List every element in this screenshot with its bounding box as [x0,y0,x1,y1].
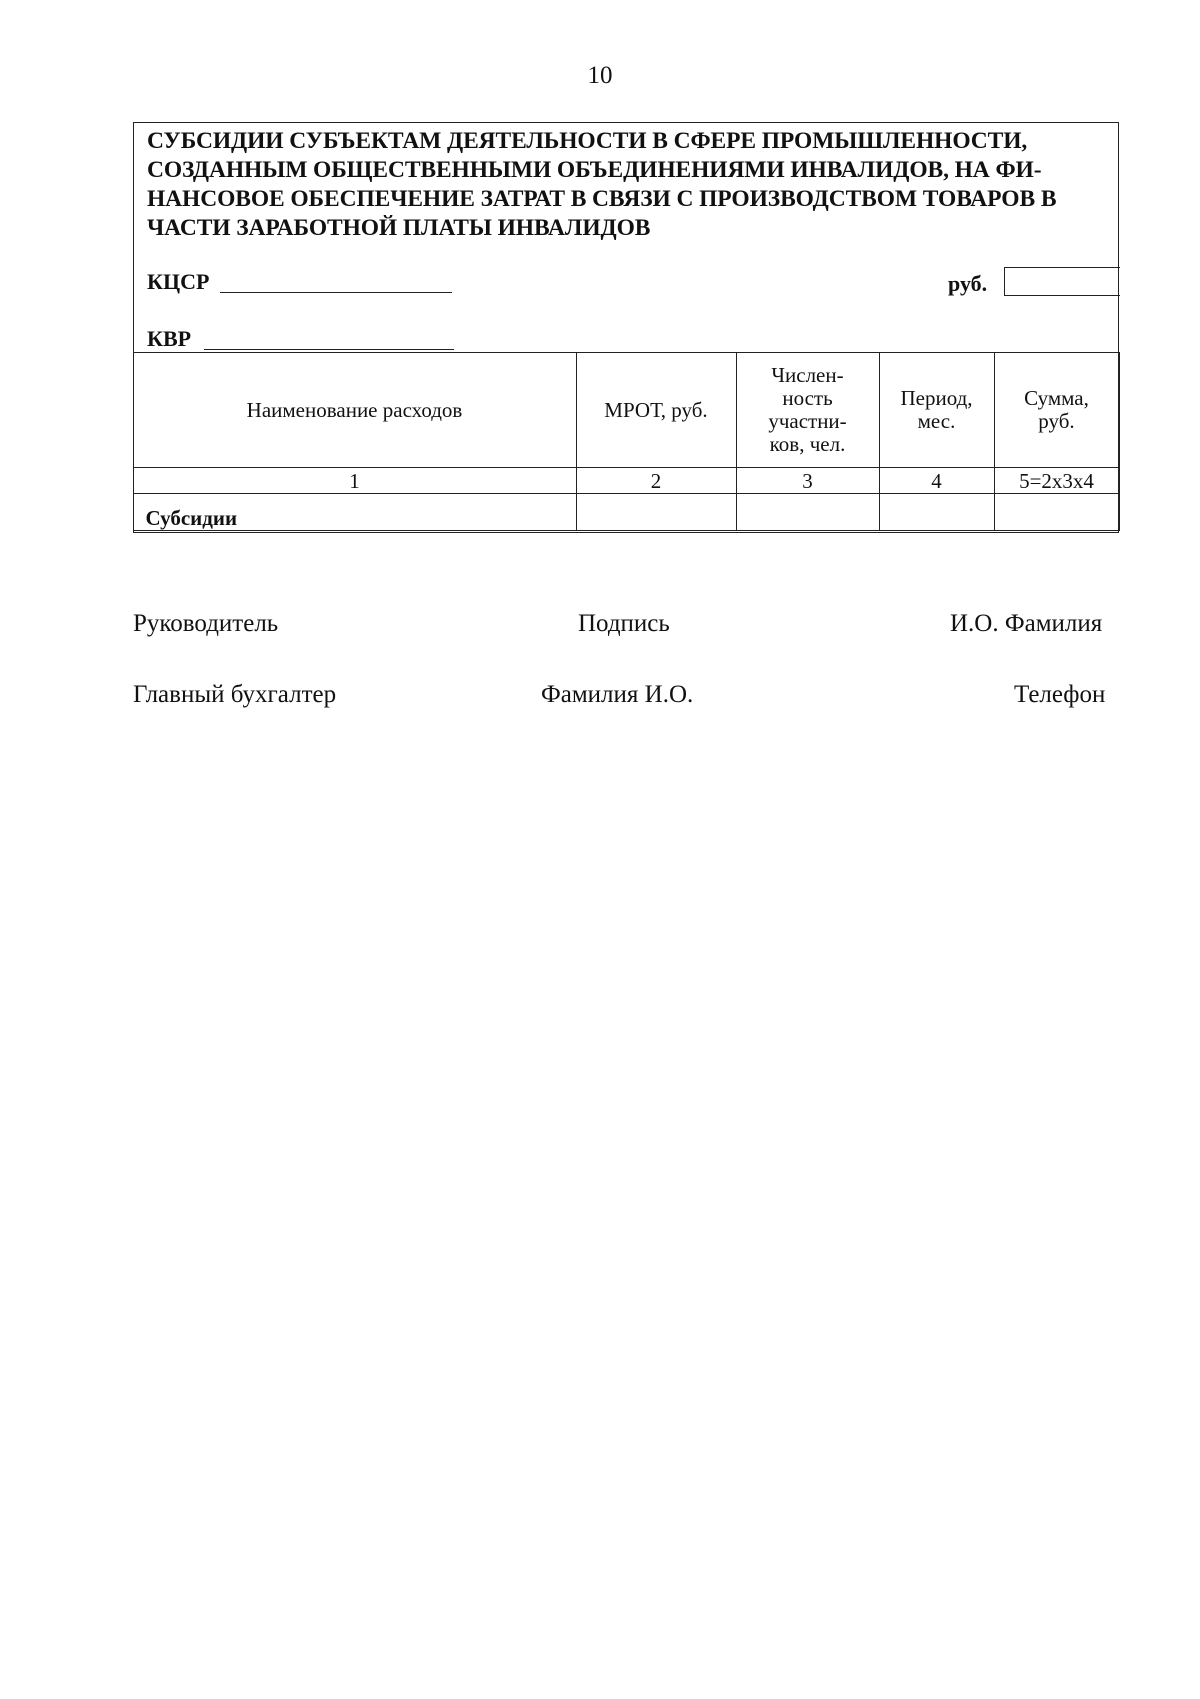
expenses-table [133,352,1120,531]
table-row [133,494,1119,531]
kvr-input-line[interactable] [204,349,454,350]
row-name-subsidies: Субсидии [133,494,576,531]
header-period: Период, мес. [879,353,994,468]
head-label: Руководитель [133,610,279,637]
cell-mrot[interactable] [576,494,736,531]
header-participants: Числен- ность участни- ков, чел. [736,353,879,468]
header-expense-name: Наименование расходов [133,353,576,468]
head-signature-label: Подпись [578,610,670,637]
rub-input-box[interactable] [1004,267,1120,296]
head-name: И.О. Фамилия [950,610,1103,637]
phone-label: Телефон [1014,681,1106,708]
kcsr-label: КЦСР [147,269,210,294]
column-number: 1 [133,468,576,494]
cell-participants[interactable] [736,494,879,531]
accountant-name: Фамилия И.О. [541,681,694,708]
subsidy-form [133,122,1119,533]
form-title-line: ЧАСТИ ЗАРАБОТНОЙ ПЛАТЫ ИНВАЛИДОВ [147,215,651,241]
form-title-line: НАНСОВОЕ ОБЕСПЕЧЕНИЕ ЗАТРАТ В СВЯЗИ С ПРОИЗВОДСТВОМ ТОВАРОВ В [147,186,1057,212]
cell-sum[interactable] [994,494,1119,531]
column-number: 4 [879,468,994,494]
cell-period[interactable] [879,494,994,531]
column-number: 3 [736,468,879,494]
table-header-row [133,353,1119,468]
page-number: 10 [587,62,613,89]
rub-label: руб. [948,271,988,296]
kvr-label: КВР [147,326,192,351]
header-mrot: МРОТ, руб. [576,353,736,468]
column-number: 2 [576,468,736,494]
column-number: 5=2х3х4 [994,468,1119,494]
form-title-line: СУБСИДИИ СУБЪЕКТАМ ДЕЯТЕЛЬНОСТИ В СФЕРЕ ПРОМЫШЛЕННОСТИ, [147,128,1028,154]
form-title [147,127,1107,243]
column-number-row [133,468,1119,494]
header-sum: Сумма, руб. [994,353,1119,468]
kcsr-input-line[interactable] [220,292,452,293]
form-title-line: СОЗДАННЫМ ОБЩЕСТВЕННЫМИ ОБЪЕДИНЕНИЯМИ ИНВАЛИДОВ, НА ФИ- [147,157,1042,183]
accountant-label: Главный бухгалтер [133,681,337,708]
